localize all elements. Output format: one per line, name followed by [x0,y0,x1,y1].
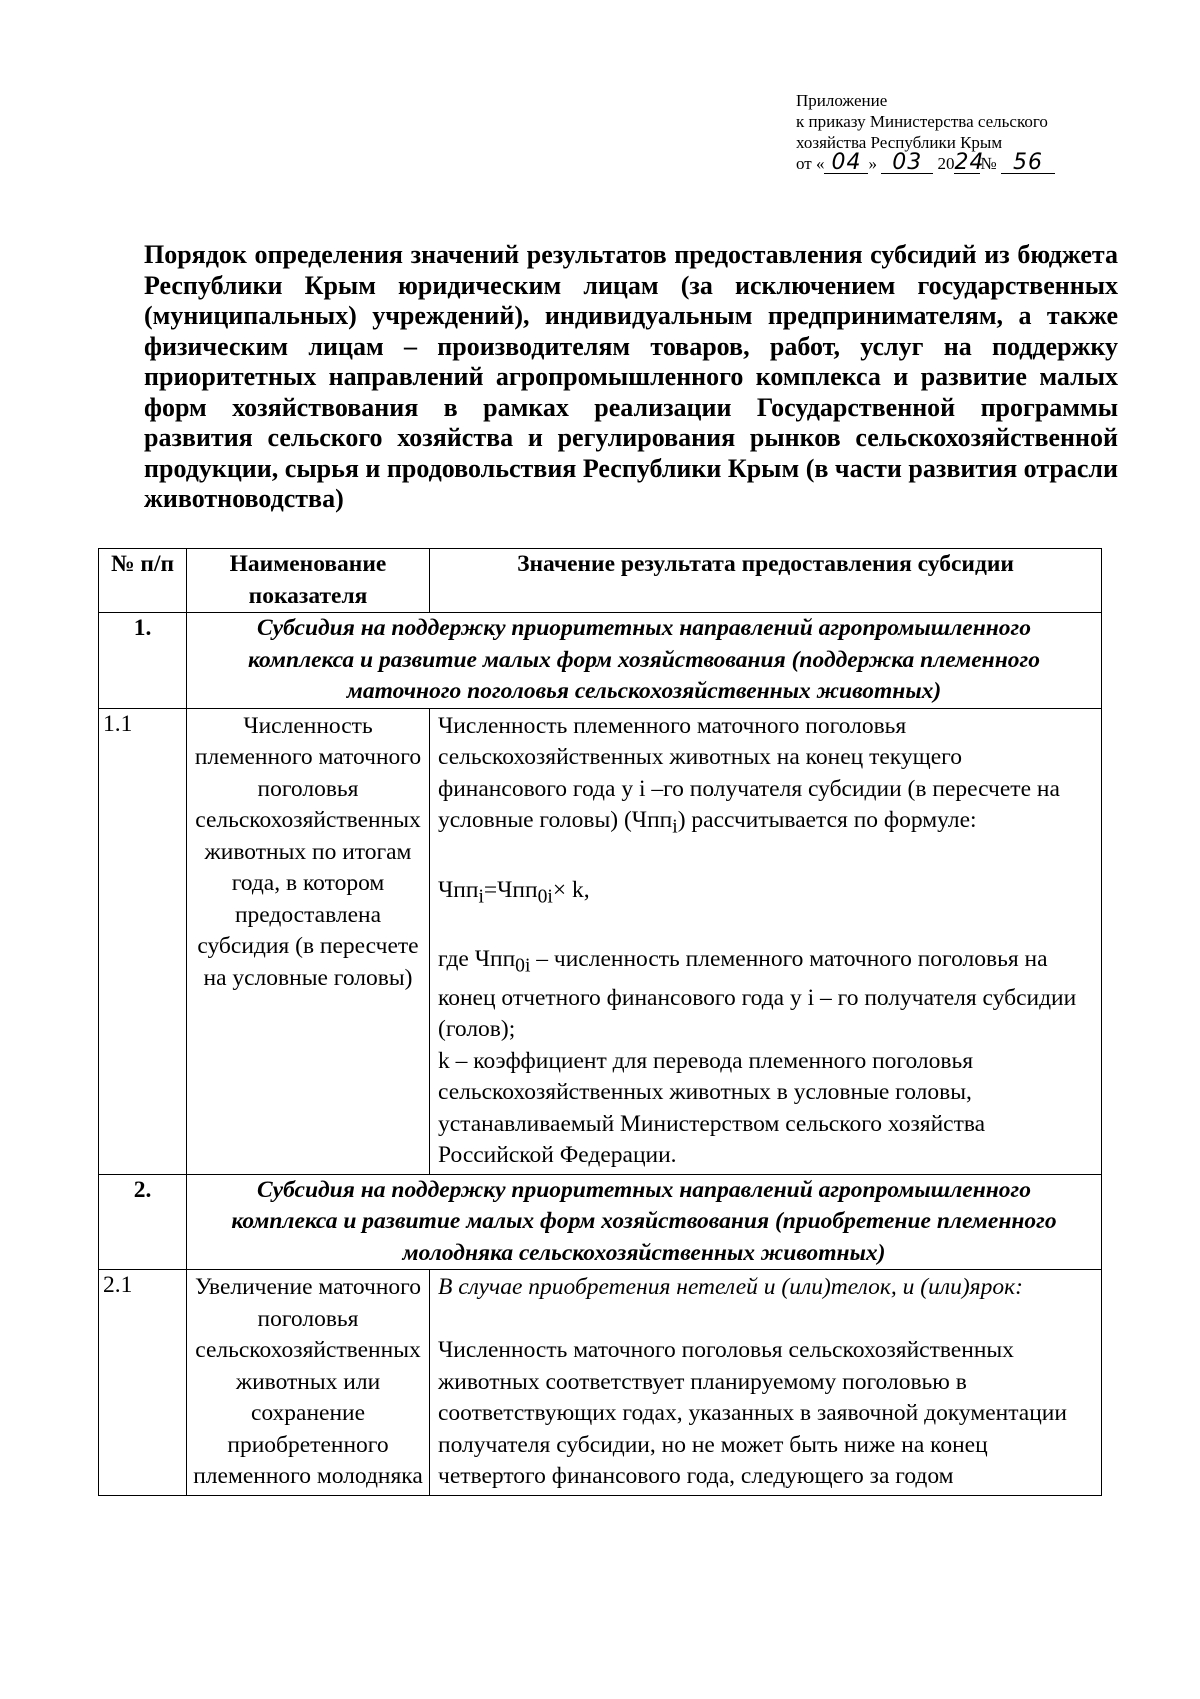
value-paragraph: где Чпп$_{0i}$ – численность племенного маточного поголовья на конец отчетного финансового года у i – го получателя субсидии (голов); [438,946,1077,1043]
indicator-value [430,708,1102,1174]
section-title: Субсидия на поддержку приоритетных направлений агропромышленного комплекса и развитие малых форм хозяйствования (поддержка племенного маточного поголовья сельскохозяйственных животных) [187,613,1102,709]
row-number: 1.1 [99,708,187,1174]
section-number: 1. [99,613,187,709]
value-paragraph: Численность племенного маточного поголовья сельскохозяйственных животных на конец текущего финансового года у i –го получателя субсидии (в пересчете на условные головы) (Чпп$_i$) рассчитывается по формуле: [438,712,1060,838]
section-row [99,613,1102,709]
appendix-block [796,90,1055,174]
appendix-line: к приказу Министерства сельского [796,112,1048,131]
handwritten-number: 56 [1001,153,1055,174]
section-title: Субсидия на поддержку приоритетных направлений агропромышленного комплекса и развитие малых форм хозяйствования (приобретение племенного молодняка сельскохозяйственных животных) [187,1174,1102,1270]
indicator-name: Численность племенного маточного поголовья сельскохозяйственных животных по итогам года, в котором предоставлена субсидия (в пересчете на условные головы) [187,708,430,1174]
row-number: 2.1 [99,1270,187,1496]
table-header-row [99,549,1102,613]
document-title: Порядок определения значений результатов предоставления субсидий из бюджета Республики Крым юридическим лицам (за исключением государственных (муниципальных) учреждений), индивидуальным предпринимателям, а также физическим лицам – производителям товаров, работ, услуг на поддержку приоритетных направлений агропромышленного комплекса и развитие малых форм хозяйствования в рамках реализации Государственной программы развития сельского хозяйства и регулирования рынков сельскохозяйственной продукции, сырья и продовольствия Республики Крым (в части развития отрасли животноводства) [144,240,1118,513]
value-paragraph: В случае приобретения нетелей и (или)телок, и (или)ярок: [438,1274,1023,1301]
section-row [99,1174,1102,1270]
section-number: 2. [99,1174,187,1270]
table-row [99,708,1102,1174]
indicator-name: Увеличение маточного поголовья сельскохозяйственных животных или сохранение приобретенного племенного молодняка [187,1270,430,1496]
value-paragraph: k – коэффициент для перевода племенного поголовья сельскохозяйственных животных в условные головы, устанавливаемый Министерством сельского хозяйства Российской Федерации. [438,1047,986,1169]
value-paragraph: Численность маточного поголовья сельскохозяйственных животных соответствует планируемому поголовью в соответствующих годах, указанных в заявочной документации получателя субсидии, но не может быть ниже на конец четвертого финансового года, следующего за годом [438,1337,1067,1490]
indicator-value [430,1270,1102,1496]
indicators-table [98,548,1102,1496]
header-name: Наименование показателя [187,549,430,613]
formula: Чпп$_i$=Чпп$_{0i}$× k, [438,876,590,908]
handwritten-day: 04 [824,153,868,174]
header-value: Значение результата предоставления субсидии [430,549,1102,613]
handwritten-month: 03 [881,153,933,174]
appendix-line: Приложение [796,91,888,110]
appendix-date-line: от « 04 » 03 2024№ 56 [796,153,1055,174]
header-number: № п/п [99,549,187,613]
table-row [99,1270,1102,1496]
handwritten-year: 24 [954,150,985,175]
appendix-line: хозяйства Республики Крым [796,133,1003,152]
